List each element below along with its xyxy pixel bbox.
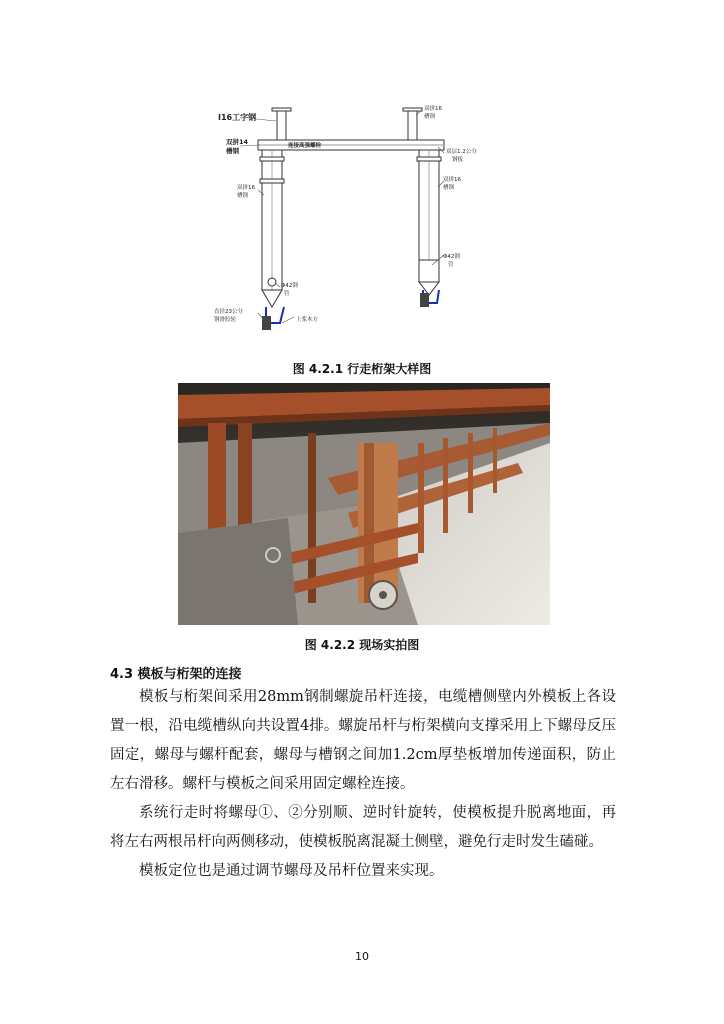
label-i16: I16工字钢 — [218, 113, 257, 122]
label-right16-a: 双拼16 — [424, 106, 442, 112]
left-i-beam — [272, 108, 291, 140]
label-rightmid16-b: 槽钢 — [443, 185, 455, 191]
label-link-bolt: 连接高强螺栓 — [288, 143, 322, 149]
section-heading: 4.3 模板与桁架的连接 — [110, 667, 242, 682]
paragraph-2: 系统行走时将螺母①、②分别顺、逆时针旋转，使模板提升脱离地面，再将左右两根吊杆向两侧移动，使模板脱离混凝土侧壁，避免行走时发生磕碰。 — [110, 805, 616, 850]
label-rightmid16-a: 双拼16 — [443, 177, 461, 183]
label-left16-a: 双拼16 — [237, 185, 255, 191]
site-photo-illustration — [178, 383, 550, 625]
left-wheel — [262, 316, 271, 330]
label-double14-a: 双拼14 — [226, 138, 249, 146]
label-pipe-right-a: Φ42钢 — [443, 254, 460, 260]
right-wheel — [420, 293, 429, 307]
truss-detail-diagram — [180, 95, 550, 345]
page-number: 10 — [355, 950, 369, 963]
label-timber: 上浆木方 — [296, 317, 319, 323]
label-pipe-right-b: 管 — [448, 262, 454, 268]
caption-figure-2: 图 4.2.2 现场实拍图 — [304, 638, 420, 652]
caption-figure-1: 图 4.2.1 行走桁架大样图 — [292, 362, 432, 376]
truss-detail-drawing — [180, 95, 550, 345]
label-pipe-left-a: Φ42钢 — [281, 283, 298, 289]
label-double14-b: 槽钢 — [226, 147, 239, 155]
label-plate-b: 钢板 — [452, 157, 464, 163]
paragraph-3: 模板定位也是通过调节螺母及吊杆位置来实现。 — [139, 863, 444, 879]
paragraph-1: 模板与桁架间采用28mm钢制螺旋吊杆连接，电缆槽侧壁内外模板上各设置一根，沿电缆槽纵向共设置4排。螺旋吊杆与桁架横向支撑采用上下螺母反压固定，螺母与螺杆配套，螺母与槽钢之间加1.2cm厚垫板增加传递面积，防止左右滑移。螺杆与模板之间采用固定螺栓连接。 — [110, 689, 616, 792]
label-plate-a: 双层1.2公分 — [446, 149, 477, 155]
label-wheel-b: 钢滑胶轮 — [214, 317, 237, 323]
label-left16-b: 槽钢 — [237, 193, 249, 199]
left-pipe-hole — [268, 278, 276, 286]
site-photo — [178, 383, 550, 625]
label-pipe-left-b: 管 — [284, 291, 290, 297]
label-right16-b: 槽钢 — [424, 114, 436, 120]
label-wheel-a: 直径23公分 — [214, 309, 243, 315]
right-i-beam — [403, 108, 422, 140]
